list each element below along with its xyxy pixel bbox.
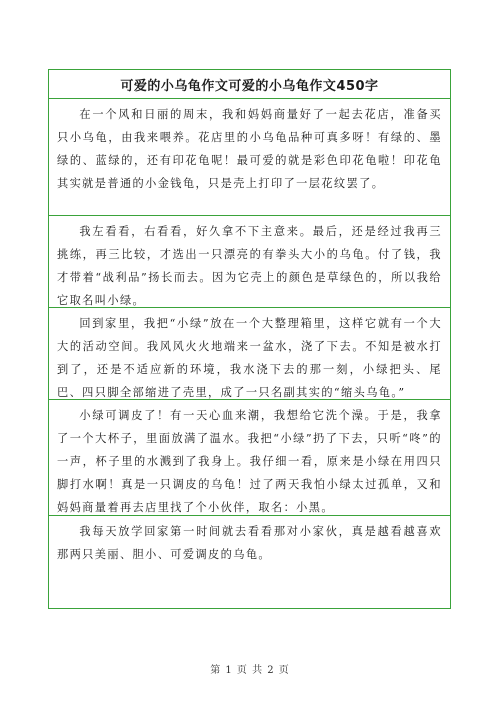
paragraph-2: 我左看看，右看看，好久拿不下主意来。最后，还是经过我再三挑练，再三比较，才选出一只漂亮的有拳头大小的乌龟。付了钱，我才带着“战利品”扬长而去。因为它壳上的颜色是草绿色的，所以我给它取名叫小绿。	[49, 216, 450, 308]
paragraph-1: 在一个风和日丽的周末，我和妈妈商量好了一起去花店，准备买只小乌龟，由我来喂养。花店里的小乌龟品种可真多呀！有绿的、墨绿的、蓝绿的，还有印花龟呢！最可爱的就是彩色印花龟啦！印花龟其实就是普通的小金钱龟，只是壳上打印了一层花纹罢了。	[49, 99, 450, 216]
paragraph-5: 我每天放学回家第一时间就去看看那对小家伙，真是越看越喜欢那两只美丽、胆小、可爱调皮的乌龟。	[57, 525, 442, 561]
page-footer: 第 1 页 共 2 页	[210, 665, 290, 676]
essay-title: 可爱的小乌龟作文可爱的小乌龟作文450字	[49, 70, 450, 99]
paragraph-4: 小绿可调皮了！有一天心血来潮，我想给它洗个澡。于是，我拿了一个大杯子，里面放满了温水。我把“小绿”扔了下去，只听“咚”的一声，杯子里的水溅到了我身上。我仔细一看，原来是小绿在用四只脚打水啊！真是一只调皮的乌龟！过了两天我怕小绿太过孤单，又和妈妈商量着再去店里找了个小伙伴，取名：小黑。	[49, 400, 450, 516]
paragraph-3: 回到家里，我把“小绿”放在一个大整理箱里，这样它就有一个大大的活动空间。我风风火火地端来一盆水，浇了下去。不知是被水打到了，还是不适应新的环境，我水浇下去的那一刻，小绿把头、尾巴、四只脚全部缩进了壳里，成了一只名副其实的“缩头乌龟。”	[49, 308, 450, 400]
essay-frame	[48, 69, 451, 609]
